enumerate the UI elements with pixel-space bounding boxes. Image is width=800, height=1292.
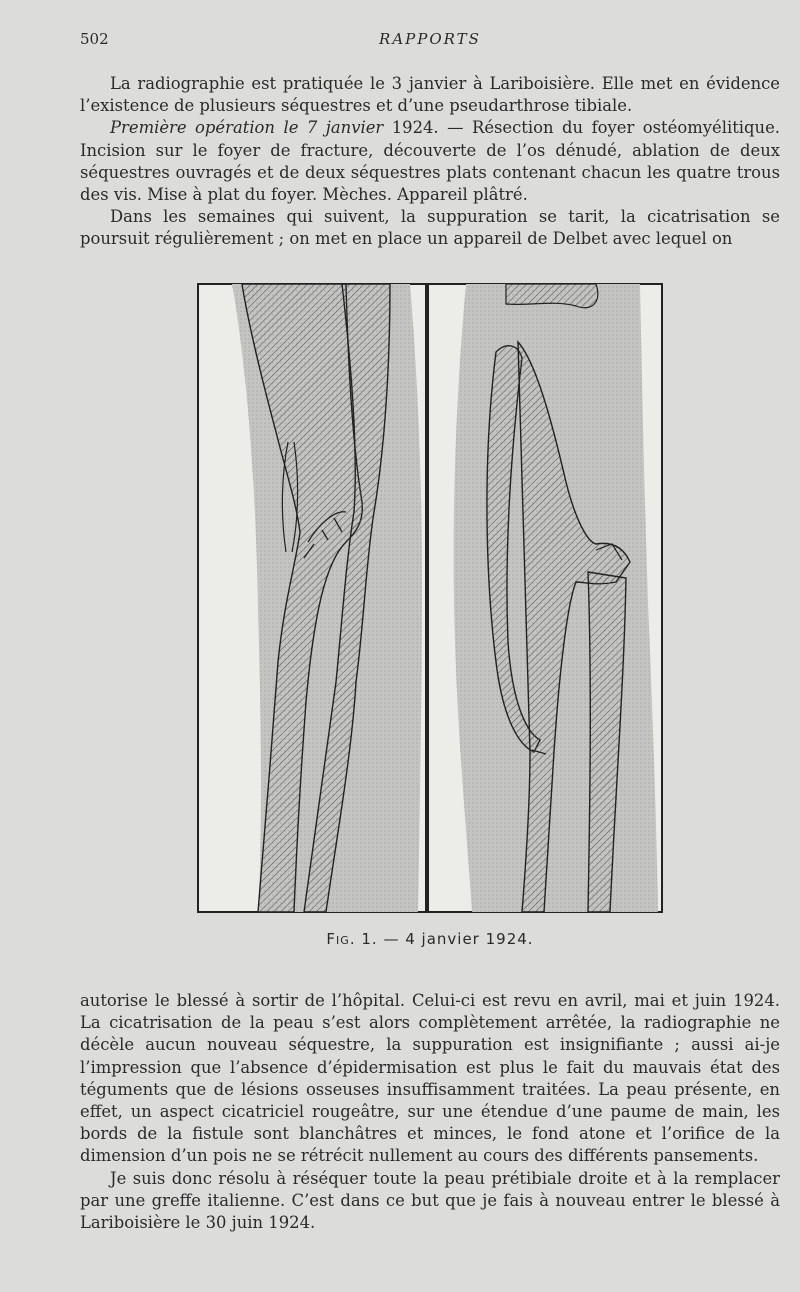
right-radiograph-panel <box>428 284 662 912</box>
paragraph <box>80 1168 780 1235</box>
body-text-top <box>80 73 780 251</box>
page-number: 502 <box>80 30 109 48</box>
running-title: RAPPORTS <box>379 30 481 48</box>
paragraph-text: La radiographie est pratiquée le 3 janvier à Lariboisière. Elle met en évidence l’existence de plusieurs séquestres et d’une pseudarthrose tibiale. <box>80 74 780 116</box>
figure-label: Fig. 1. <box>326 930 378 948</box>
paragraph-text: Je suis donc résolu à réséquer toute la peau prétibiale droite et à la remplacer par une greffe italienne. C’est dans ce but que je fais à nouveau entrer le blessé à Lariboisière le 30 juin 1924. <box>80 1168 780 1233</box>
caption-dash: — <box>383 930 400 948</box>
page-header <box>80 30 780 50</box>
operation-heading: Première opération le 7 janvier <box>110 118 384 138</box>
paragraph-text: autorise le blessé à sortir de l’hôpital. Celui-ci est revu en avril, mai et juin 1924. La cicatrisation de la peau s’est alors complètement arrêtée, la radiographie ne décèle aucun nouveau séquestre, la suppuration est insignifiante ; aussi ai-je l’impression que l’absence d’épidermisation est plus le fait du mauvais état des téguments que de lésions osseuses insuffisamment traitées. La peau présente, en effet, un aspect cicatriciel rougeâtre, sur une étendue d’une paume de main, les bords de la fistule sont blanchâtres et minces, le fond atone et l’orifice de la dimension d’un pois ne se rétrécit nullement au cours des différents pansements. <box>80 991 780 1166</box>
body-text-bottom <box>80 990 780 1234</box>
left-radiograph-panel <box>198 284 426 912</box>
paragraph <box>80 117 780 206</box>
caption-date: 4 janvier 1924. <box>405 930 534 948</box>
paragraph <box>80 990 780 1168</box>
paragraph <box>80 206 780 250</box>
radiograph-drawing <box>196 282 664 914</box>
figure-caption <box>80 930 780 948</box>
paragraph-text: Dans les semaines qui suivent, la suppuration se tarit, la cicatrisation se poursuit régulièrement ; on met en place un appareil de Delbet avec lequel on <box>80 207 780 249</box>
paragraph-text: 1924. — Résection du foyer ostéomyélitique. Incision sur le foyer de fracture, découverte de l’os dénudé, ablation de deux séquestres ouvragés et de deux séquestres plats contenant chacun les quatre trous des vis. Mise à plat du foyer. Mèches. Appareil plâtré. <box>80 118 780 205</box>
paragraph <box>80 73 780 117</box>
radiograph-figure <box>196 282 664 914</box>
